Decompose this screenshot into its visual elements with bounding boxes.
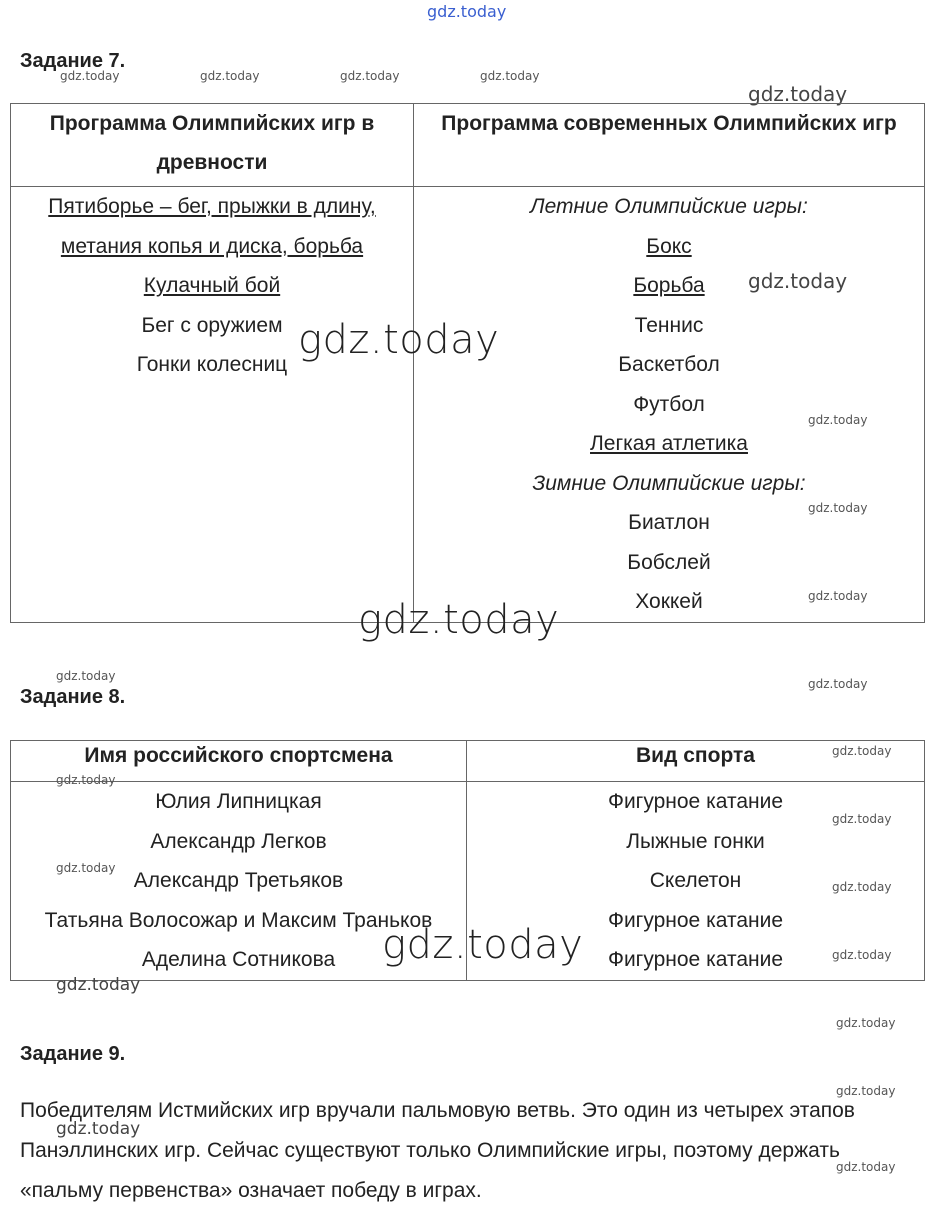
sport-name: Фигурное катание	[607, 790, 784, 813]
olympic-programs-table	[10, 103, 925, 623]
winter-games-label: Зимние Олимпийские игры:	[532, 471, 806, 495]
athlete-name: Юлия Липницкая	[155, 790, 322, 813]
watermark: gdz.today	[808, 677, 868, 691]
task8-title: Задание 8.	[20, 686, 126, 708]
watermark: gdz.today	[832, 812, 892, 826]
watermark: gdz.today	[748, 269, 848, 293]
sport-name: Фигурное катание	[607, 908, 784, 932]
athlete-name: Александр Легков	[150, 829, 327, 853]
watermark: gdz.today	[808, 589, 868, 603]
watermark-top: gdz.today	[427, 2, 507, 21]
task9-answer: Победителям Истмийских игр вручали пальмовую ветвь. Это один из четырех этапов Панэллинских игр. Сейчас существуют только Олимпийские игры, поэтому держать «пальму первенства» означает победу в играх.	[20, 1099, 855, 1202]
watermark: gdz.today	[56, 975, 141, 995]
list-item: Борьба	[633, 274, 705, 297]
watermark: gdz.today	[836, 1160, 896, 1174]
watermark: gdz.today	[200, 69, 260, 83]
watermark: gdz.today	[836, 1016, 896, 1030]
task9-title: Задание 9.	[20, 1043, 126, 1065]
list-item: Гонки колесниц	[136, 353, 288, 376]
list-item: Биатлон	[628, 511, 710, 534]
list-item: Хоккей	[635, 590, 703, 613]
sport-header: Вид спорта	[467, 741, 925, 782]
athlete-name-header: Имя российского спортсмена	[11, 741, 467, 782]
sport-name: Фигурное катание	[607, 948, 784, 971]
sport-name: Скелетон	[649, 869, 742, 892]
list-item: метания копья и диска, борьба	[60, 234, 364, 258]
ancient-program-header: Программа Олимпийских игр в древности	[11, 104, 414, 187]
list-item: Кулачный бой	[143, 274, 281, 297]
table-row	[11, 187, 925, 623]
watermark: gdz.today	[836, 1084, 896, 1098]
sport-name: Лыжные гонки	[626, 829, 765, 853]
watermark: gdz.today	[480, 69, 540, 83]
list-item: Баскетбол	[618, 353, 720, 376]
watermark: gdz.today	[808, 501, 868, 515]
watermark: gdz.today	[358, 597, 560, 643]
watermark: gdz.today	[832, 948, 892, 962]
list-item: Бокс	[646, 234, 692, 258]
list-item: Футбол	[633, 392, 705, 416]
watermark: gdz.today	[56, 773, 116, 787]
watermark: gdz.today	[56, 861, 116, 875]
ancient-program-cell	[11, 187, 414, 623]
list-item: Пятиборье – бег, прыжки в длину,	[48, 195, 376, 218]
list-item: Бег с оружием	[141, 313, 283, 337]
summer-games-label: Летние Олимпийские игры:	[530, 195, 808, 218]
watermark: gdz.today	[56, 669, 116, 683]
modern-program-header: Программа современных Олимпийских игр	[414, 104, 925, 187]
table-header-row	[11, 741, 925, 782]
watermark: gdz.today	[832, 880, 892, 894]
table-header-row	[11, 104, 925, 187]
watermark: gdz.today	[60, 69, 120, 83]
list-item: Теннис	[634, 313, 704, 337]
watermark: gdz.today	[808, 413, 868, 427]
watermark: gdz.today	[298, 317, 500, 363]
watermark: gdz.today	[56, 1119, 141, 1139]
athlete-name: Аделина Сотникова	[141, 948, 336, 971]
task7-title: Задание 7.	[20, 50, 126, 72]
watermark: gdz.today	[340, 69, 400, 83]
watermark: gdz.today	[382, 922, 584, 968]
list-item: Бобслей	[627, 550, 711, 574]
modern-program-cell	[414, 187, 925, 623]
athlete-name: Александр Третьяков	[133, 869, 344, 892]
list-item: Легкая атлетика	[590, 432, 748, 455]
watermark: gdz.today	[832, 744, 892, 758]
athlete-name: Татьяна Волосожар и Максим Траньков	[44, 908, 433, 932]
watermark: gdz.today	[748, 82, 848, 106]
